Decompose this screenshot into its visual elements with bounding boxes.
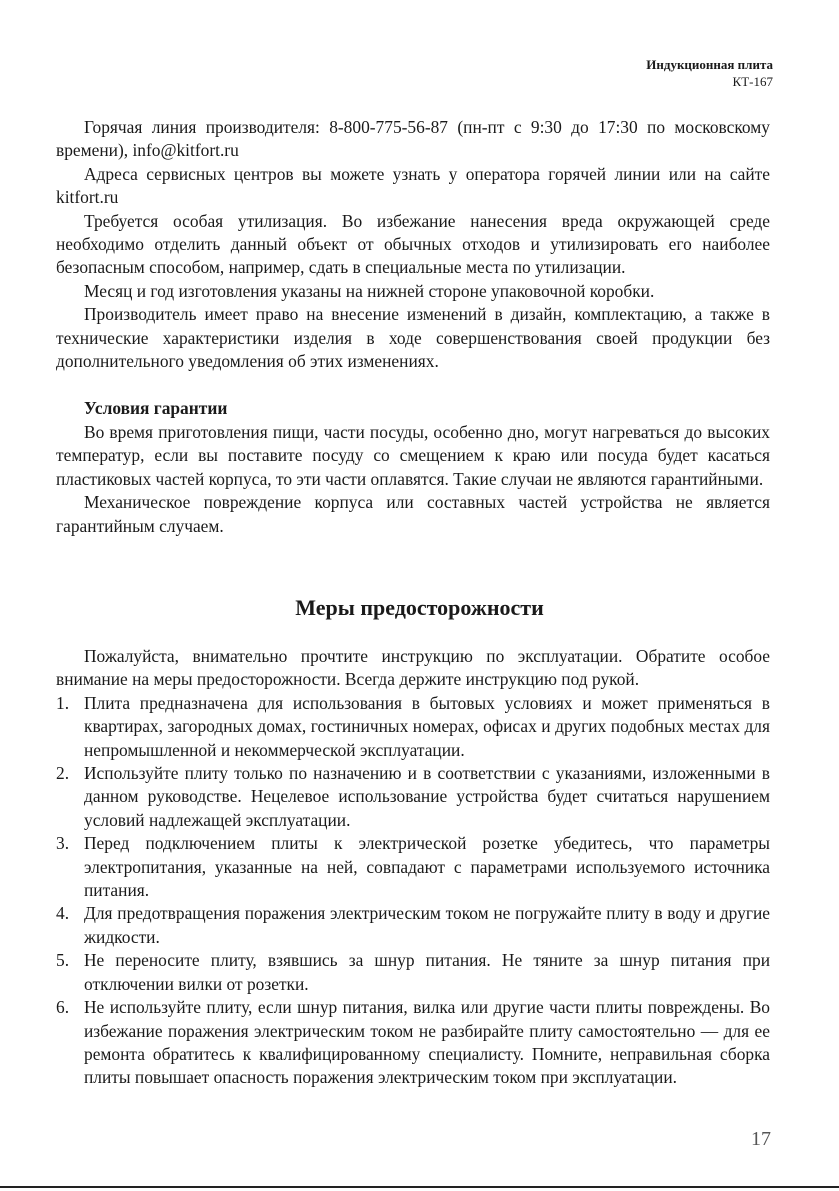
list-item-text: Для предотвращения поражения электрическим током не погружайте плиту в воду и другие жидкости. xyxy=(84,903,770,947)
list-item-number: 2. xyxy=(56,763,70,784)
list-item xyxy=(56,692,770,762)
precautions-title: Меры предосторожности xyxy=(295,595,544,620)
list-item-number: 6. xyxy=(56,997,70,1018)
hotline-paragraph: Горячая линия производителя: 8-800-775-56-87 (пн-пт с 9:30 до 17:30 по московскому времени), info@kitfort.ru xyxy=(56,117,770,161)
spacer xyxy=(56,373,770,397)
precautions-list xyxy=(56,692,770,1090)
header-product-title: Индукционная плита xyxy=(646,57,773,72)
list-item-text: Не переносите плиту, взявшись за шнур питания. Не тяните за шнур питания при отключении вилки от розетки. xyxy=(84,950,770,994)
list-item-number: 5. xyxy=(56,950,70,971)
list-item-text: Не используйте плиту, если шнур питания, вилка или другие части плиты повреждены. Во избежание поражения электрическим током не разбирайте плиту самостоятельно — для ее ремонта обратитесь к квалифицированному специалисту. Помните, неправильная сборка плиты повышает опасность поражения электрическим током при эксплуатации. xyxy=(84,997,770,1088)
manufacture-date-paragraph: Месяц и год изготовления указаны на нижней стороне упаковочной коробки. xyxy=(84,280,655,301)
precautions-intro: Пожалуйста, внимательно прочтите инструкцию по эксплуатации. Обратите особое внимание на меры предосторожности. Всегда держите инструкцию под рукой. xyxy=(56,646,770,690)
list-item-text: Перед подключением плиты к электрической розетке убедитесь, что параметры электропитания, указанные на ней, совпадают с параметрами используемого источника питания. xyxy=(84,833,770,901)
warranty-heading: Условия гарантии xyxy=(84,398,228,419)
manufacturer-rights-paragraph: Производитель имеет право на внесение изменений в дизайн, комплектацию, а также в технические характеристики изделия в ходе совершенствования своей продукции без дополнительного уведомления об этих изменениях. xyxy=(56,304,770,372)
header-model: КТ-167 xyxy=(732,74,773,89)
disposal-paragraph: Требуется особая утилизация. Во избежание нанесения вреда окружающей среде необходимо отделить данный объект от обычных отходов и утилизировать его наиболее безопасным способом, например, сдать в специальные места по утилизации. xyxy=(56,210,770,278)
list-item-number: 1. xyxy=(56,692,70,713)
list-item xyxy=(56,762,770,832)
list-item-text: Плита предназначена для использования в бытовых условиях и может применяться в квартирах, загородных домах, гостиничных номерах, офисах и других подобных местах для непромышленной и некоммерческой эксплуатации. xyxy=(84,692,770,760)
list-item xyxy=(56,832,770,902)
warranty-paragraph: Механическое повреждение корпуса или составных частей устройства не является гарантийным случаем. xyxy=(56,492,770,536)
running-header xyxy=(646,56,773,90)
service-centers-paragraph: Адреса сервисных центров вы можете узнать у оператора горячей линии или на сайте kitfort.ru xyxy=(56,163,770,208)
precautions-section xyxy=(56,645,770,1090)
list-item-text: Используйте плиту только по назначению и в соответствии с указаниями, изложенными в данном руководстве. Нецелевое использование устройства будет считаться нарушением условий надлежащей эксплуатации. xyxy=(84,763,770,830)
list-item-number: 4. xyxy=(56,903,70,924)
list-item xyxy=(56,996,770,1090)
list-item xyxy=(56,902,770,949)
list-item xyxy=(56,949,770,996)
list-item-number: 3. xyxy=(56,833,70,854)
bottom-divider xyxy=(0,1186,839,1188)
warranty-paragraph: Во время приготовления пищи, части посуды, особенно дно, могут нагреваться до высоких температур, если вы поставите посуду со смещением к краю или посуда будет касаться пластиковых частей корпуса, то эти части оплавятся. Такие случаи не являются гарантийными. xyxy=(56,421,770,489)
page-number: 17 xyxy=(751,1128,771,1150)
main-content xyxy=(56,116,770,538)
